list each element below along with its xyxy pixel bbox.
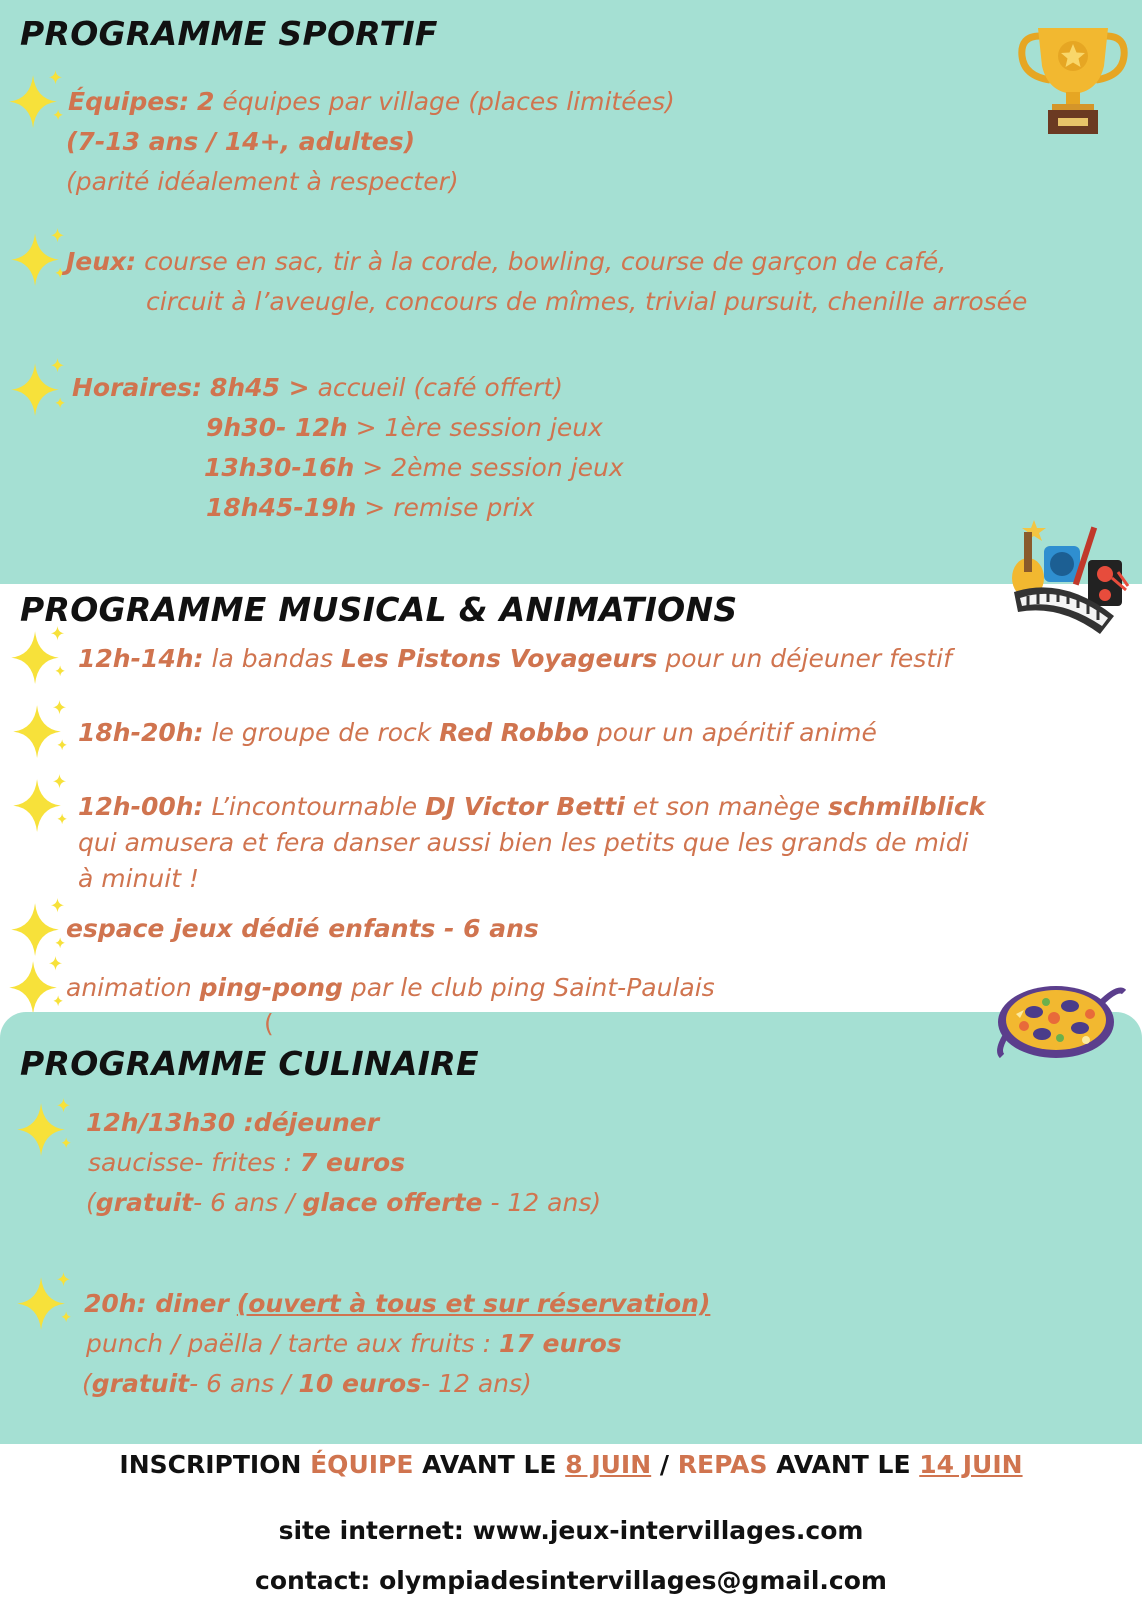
teams-parity: (parité idéalement à respecter) xyxy=(66,167,459,196)
sport-title: PROGRAMME SPORTIF xyxy=(20,14,438,53)
music-instruments-icon xyxy=(1004,512,1130,640)
music-item-rock: 18h-20h: le groupe de rock Red Robbo pour un apéritif animé xyxy=(78,718,877,747)
lunch-menu: saucisse- frites : 7 euros xyxy=(88,1148,406,1177)
music-item-dj-line2: qui amusera et fera danser aussi bien les petits que les grands de midi xyxy=(78,828,969,857)
trophy-icon xyxy=(1018,22,1128,136)
teams-ages: (7-13 ans / 14+, adultes) xyxy=(66,127,416,156)
sparkle-star-icon xyxy=(12,1094,78,1160)
contact-email-link[interactable]: olympiadesintervillages@gmail.com xyxy=(379,1566,887,1595)
sparkle-star-icon xyxy=(12,1268,78,1334)
hours-label: Horaires: xyxy=(72,373,203,402)
dinner-menu: punch / paëlla / tarte aux fruits : 17 euros xyxy=(86,1329,622,1358)
website-line: site internet: www.jeux-intervillages.com xyxy=(278,1516,864,1545)
sparkle-star-icon xyxy=(4,952,70,1018)
food-title: PROGRAMME CULINAIRE xyxy=(20,1044,479,1083)
lunch-heading: 12h/13h30 :déjeuner xyxy=(86,1108,380,1137)
dinner-prices: (gratuit- 6 ans / 10 euros- 12 ans) xyxy=(82,1369,532,1398)
music-item-dj-line3: à minuit ! xyxy=(78,864,199,893)
contact-line: contact: olympiadesintervillages@gmail.com xyxy=(255,1566,887,1595)
teams-count: 2 xyxy=(197,87,215,116)
games-label: Jeux: xyxy=(66,247,137,276)
website-link[interactable]: www.jeux-intervillages.com xyxy=(472,1516,864,1545)
games-line1: Jeux: course en sac, tir à la corde, bowling, course de garçon de café, xyxy=(66,247,947,276)
sparkle-star-icon xyxy=(6,894,72,960)
paella-pan-icon xyxy=(994,976,1126,1064)
sparkle-star-icon xyxy=(6,354,72,420)
music-title: PROGRAMME MUSICAL & ANIMATIONS xyxy=(20,590,738,629)
music-kids-area: espace jeux dédié enfants - 6 ans xyxy=(66,914,539,943)
schedule-row: 13h30-16h > 2ème session jeux xyxy=(204,453,624,482)
dinner-heading: 20h: diner (ouvert à tous et sur réservation) xyxy=(84,1289,711,1318)
teams-line xyxy=(68,86,675,118)
sparkle-star-icon xyxy=(4,66,70,132)
sparkle-star-icon xyxy=(6,622,72,688)
music-item-bandas: 12h-14h: la bandas Les Pistons Voyageurs pour un déjeuner festif xyxy=(78,644,952,673)
schedule-row: 9h30- 12h > 1ère session jeux xyxy=(206,413,603,442)
schedule-row: 18h45-19h > remise prix xyxy=(206,493,535,522)
sparkle-star-icon xyxy=(6,224,72,290)
lunch-prices: (gratuit- 6 ans / glace offerte - 12 ans) xyxy=(86,1188,602,1217)
sparkle-star-icon xyxy=(8,696,74,762)
teams-label: Équipes: xyxy=(68,87,190,116)
games-line2: circuit à l’aveugle, concours de mîmes, trivial pursuit, chenille arrosée xyxy=(146,287,1028,316)
registration-deadlines: INSCRIPTION ÉQUIPE AVANT LE 8 JUIN / REPAS AVANT LE 14 JUIN xyxy=(119,1450,1023,1479)
sparkle-star-icon xyxy=(8,770,74,836)
stray-mark: ( xyxy=(264,1009,274,1038)
teams-text: équipes par village (places limitées) xyxy=(222,87,675,116)
music-pingpong: animation ping-pong par le club ping Saint-Paulais xyxy=(66,973,715,1002)
schedule-row: Horaires: 8h45 > accueil (café offert) xyxy=(72,373,563,402)
music-item-dj: 12h-00h: L’incontournable DJ Victor Betti et son manège schmilblick xyxy=(78,792,986,821)
